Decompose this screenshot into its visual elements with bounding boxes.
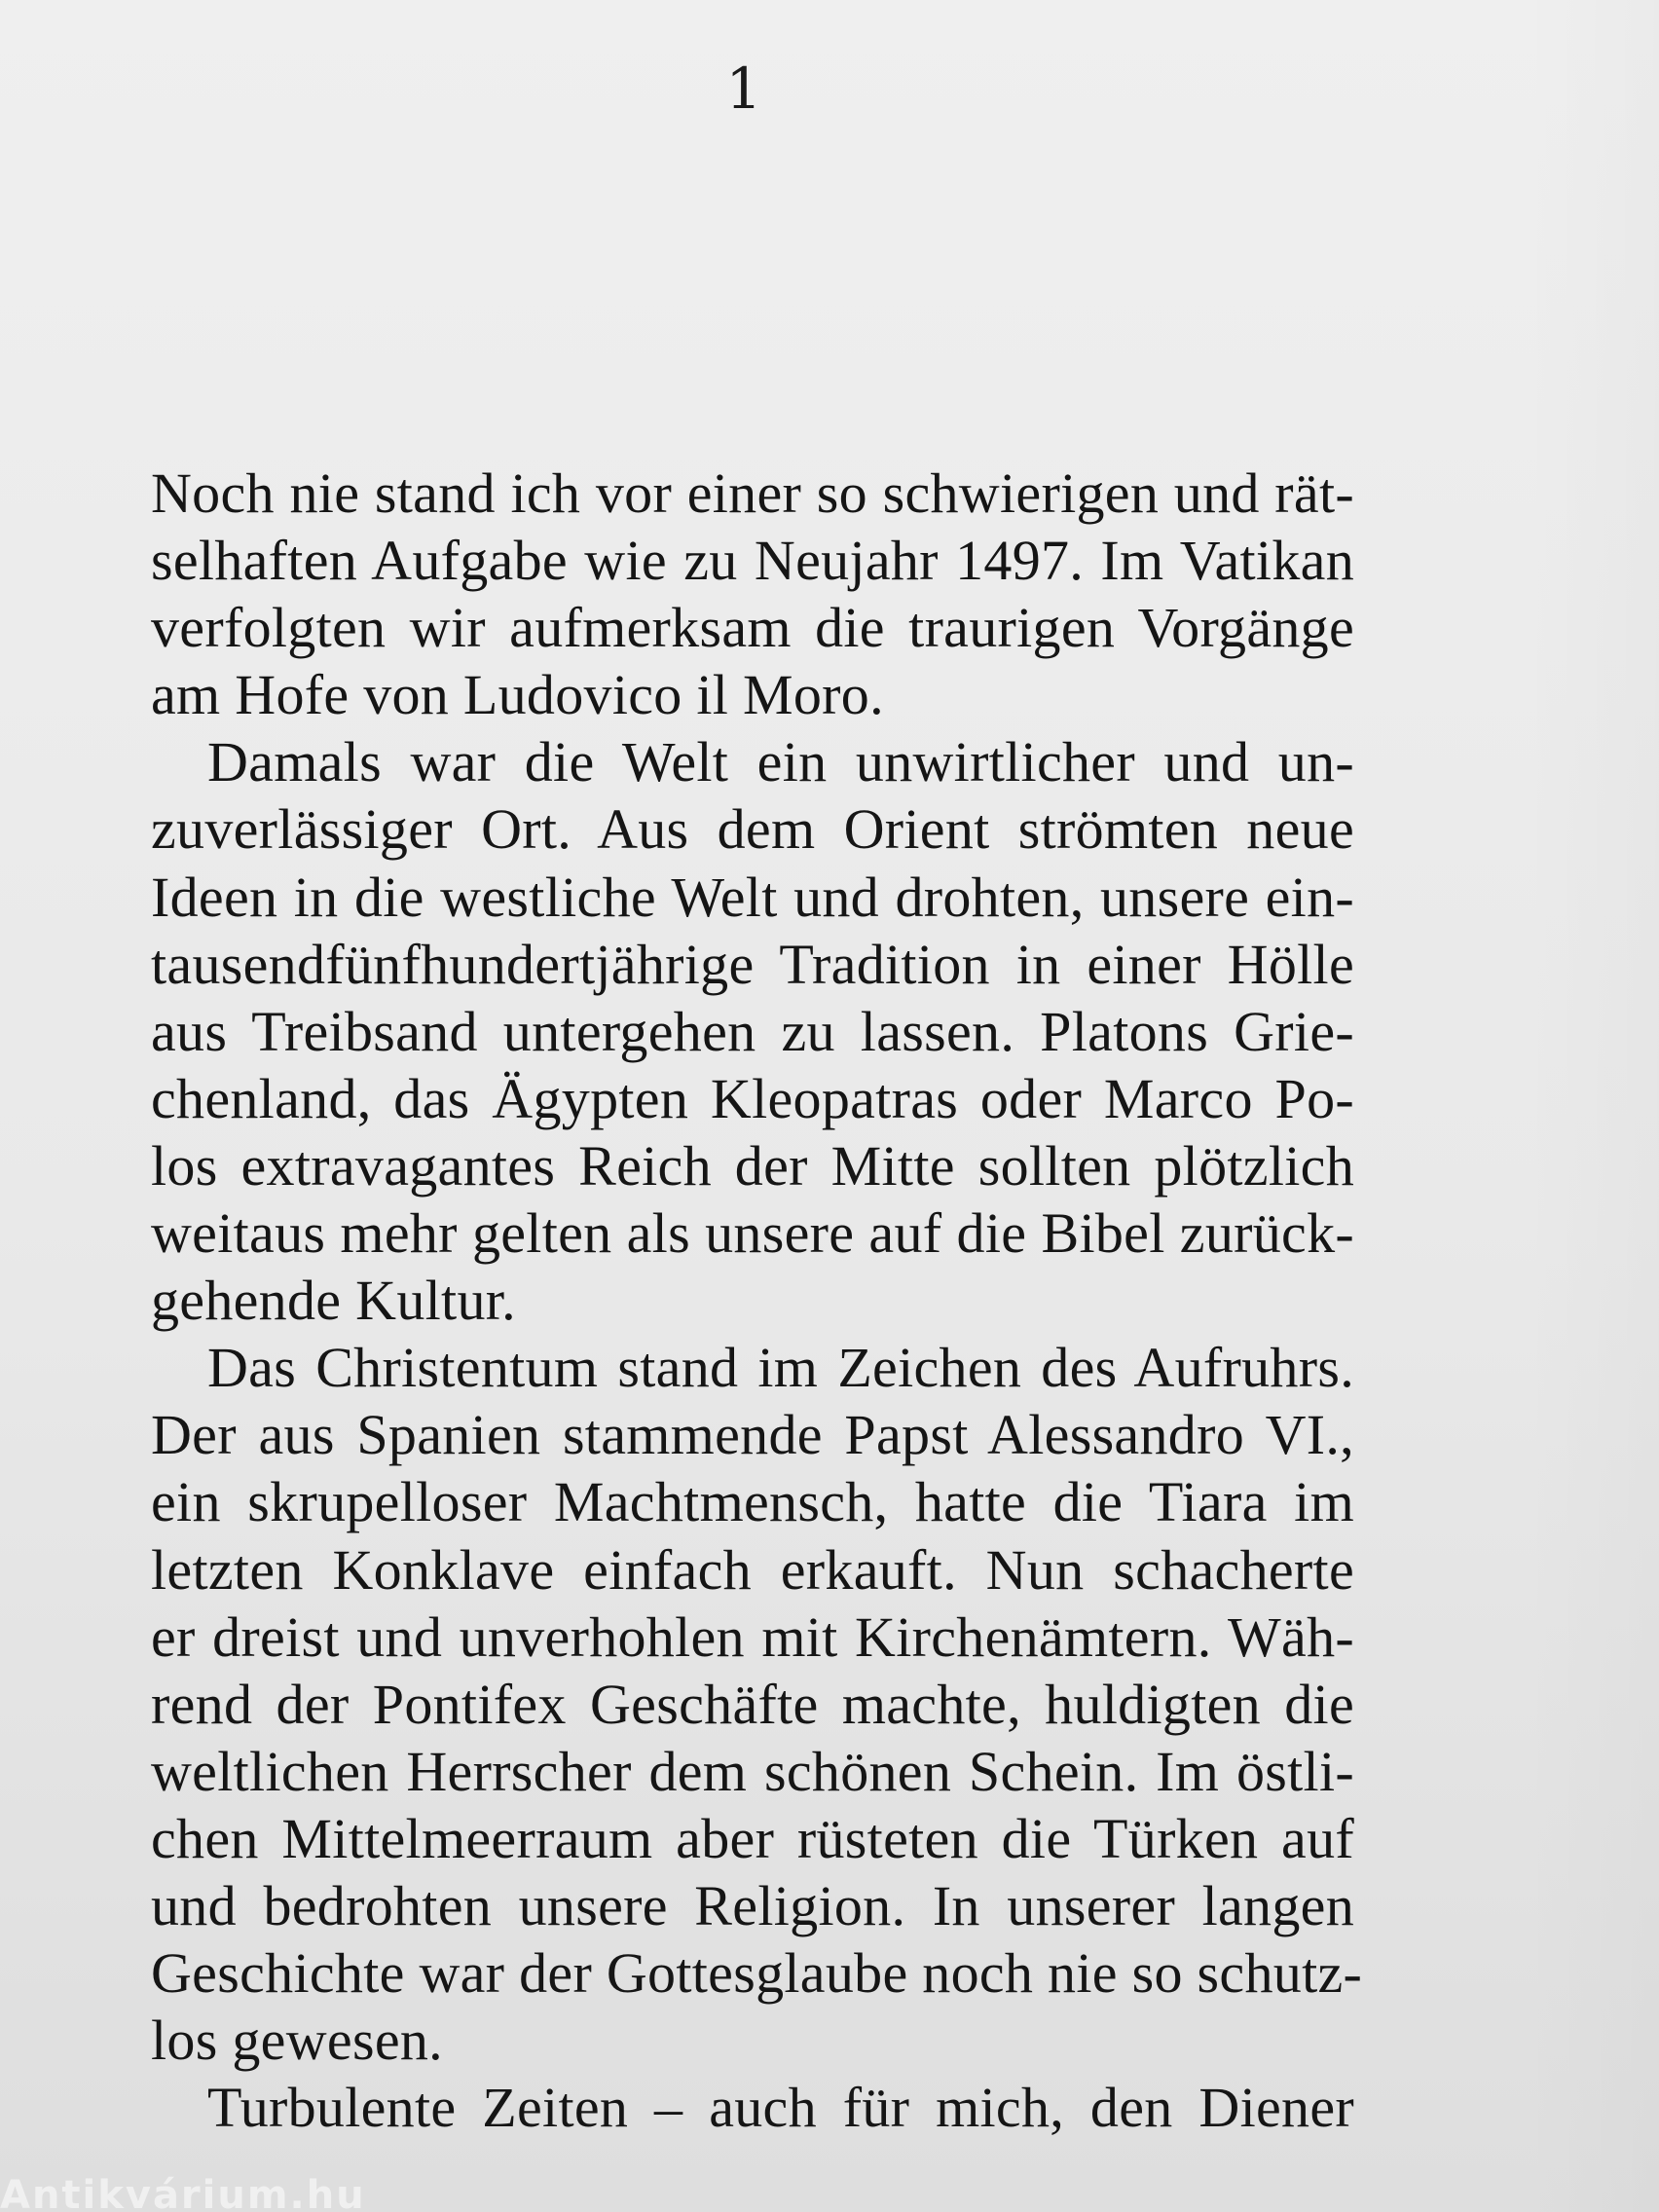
text-line: Turbulente Zeiten – auch für mich, den Diener (207, 2076, 1354, 2140)
text-line: und bedrohten unsere Religion. In unserer langen (151, 1873, 1354, 1937)
text-line: verfolgten wir aufmerksam die traurigen Vorgänge (151, 596, 1354, 660)
body-text (151, 460, 1363, 2141)
text-line: chenland, das Ägypten Kleopatras oder Marco Po- (151, 1066, 1354, 1130)
text-line: weltlichen Herrscher dem schönen Schein. Im östli- (151, 1739, 1354, 1803)
text-line: Ideen in die westliche Welt und drohten, unsere ein- (151, 865, 1354, 929)
text-line: letzten Konklave einfach erkauft. Nun schacherte (151, 1537, 1354, 1602)
text-line: los extravagantes Reich der Mitte sollten plötzlich (151, 1133, 1354, 1198)
text-line: gehende Kultur. (151, 1269, 516, 1333)
text-line: rend der Pontifex Geschäfte machte, huldigten die (151, 1672, 1354, 1736)
text-line: ein skrupelloser Machtmensch, hatte die Tiara im (151, 1470, 1354, 1534)
text-line: zuverlässiger Ort. Aus dem Orient strömten neue (151, 797, 1354, 862)
text-line: am Hofe von Ludovico il Moro. (151, 663, 884, 727)
text-line: chen Mittelmeerraum aber rüsteten die Türken auf (151, 1806, 1354, 1870)
text-line: Geschichte war der Gottesglaube noch nie so schutz- (151, 1941, 1363, 2006)
text-line: aus Treibsand untergehen zu lassen. Platons Grie- (151, 999, 1354, 1063)
text-line: los gewesen. (151, 2009, 443, 2073)
text-line: weitaus mehr gelten als unsere auf die Bibel zurück- (151, 1201, 1354, 1266)
text-line: Noch nie stand ich vor einer so schwierigen und rät- (151, 461, 1354, 525)
text-line: er dreist und unverhohlen mit Kirchenämtern. Wäh- (151, 1604, 1354, 1669)
watermark: Antikvárium.hu (0, 2173, 366, 2212)
text-line: selhaften Aufgabe wie zu Neujahr 1497. Im Vatikan (151, 529, 1354, 593)
page-number: 1 (725, 55, 762, 122)
text-line: Das Christentum stand im Zeichen des Aufruhrs. (207, 1336, 1354, 1400)
text-line: tausendfünfhundertjährige Tradition in einer Hölle (151, 932, 1354, 996)
page-shading (1523, 0, 1659, 2212)
text-line: Damals war die Welt ein unwirtlicher und un- (207, 730, 1354, 794)
text-line: Der aus Spanien stammende Papst Alessandro VI., (151, 1403, 1354, 1467)
